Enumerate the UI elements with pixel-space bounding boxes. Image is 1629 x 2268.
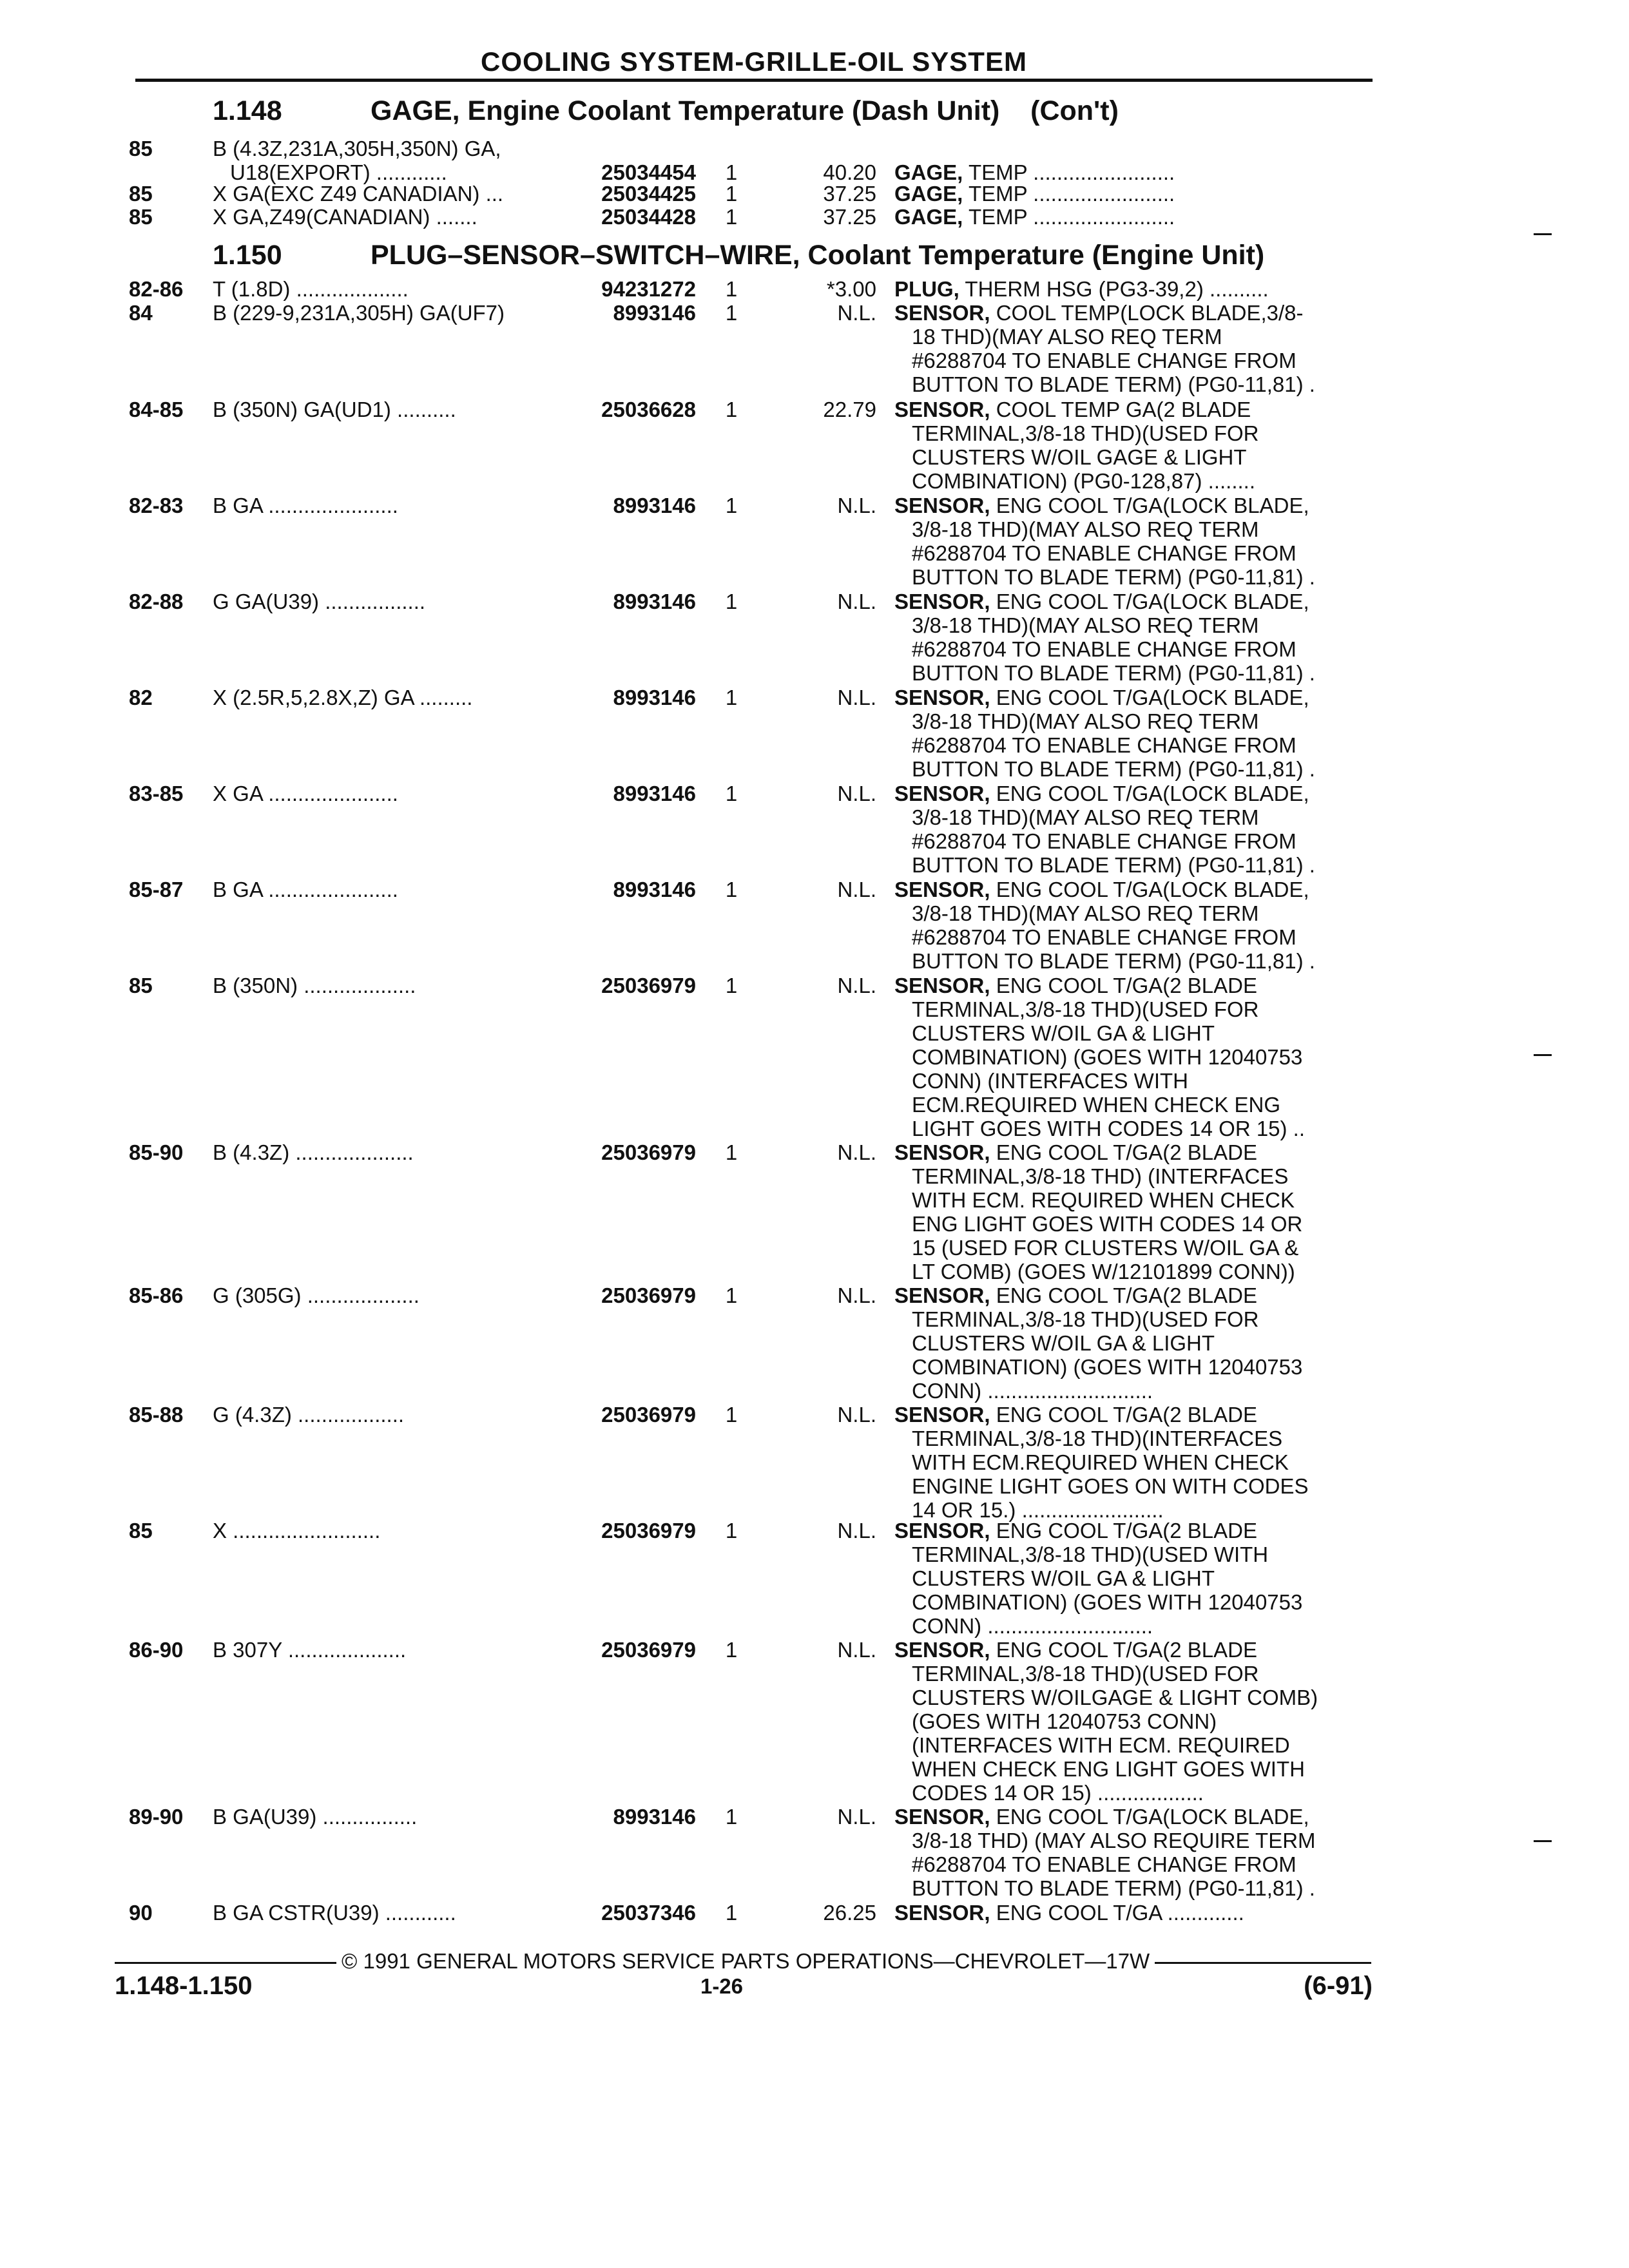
part-name-text: COOL TEMP GA(2 BLADE xyxy=(996,398,1251,421)
part-number: 25036979 xyxy=(601,974,696,997)
part-name-line: BUTTON TO BLADE TERM) (PG0-11,81) . xyxy=(912,372,1315,396)
part-name-line: LT COMB) (GOES W/12101899 CONN)) xyxy=(912,1260,1295,1283)
part-name-line: ENGINE LIGHT GOES ON WITH CODES xyxy=(912,1474,1309,1498)
quantity: 1 xyxy=(725,1519,738,1542)
model-year: 85-90 xyxy=(129,1140,184,1164)
part-number: 25036979 xyxy=(601,1638,696,1662)
part-number: 25034454 xyxy=(601,160,696,184)
part-name-line: #6288704 TO ENABLE CHANGE FROM xyxy=(912,733,1296,757)
part-number: 25036979 xyxy=(601,1140,696,1164)
usage-description-line: B GA(U39) ................ xyxy=(213,1805,418,1829)
usage-description-line: B GA CSTR(U39) ............ xyxy=(213,1901,456,1925)
part-name-line: WHEN CHECK ENG LIGHT GOES WITH xyxy=(912,1757,1305,1781)
quantity: 1 xyxy=(725,494,738,517)
part-name-line: TERMINAL,3/8-18 THD)(INTERFACES xyxy=(912,1427,1283,1450)
part-name xyxy=(894,1140,1378,1283)
part-name-line: 3/8-18 THD)(MAY ALSO REQ TERM xyxy=(912,709,1259,733)
part-name-first-line xyxy=(894,494,1378,517)
part-name-keyword: SENSOR, xyxy=(894,1901,990,1925)
part-name-first-line xyxy=(894,1638,1378,1662)
usage-description xyxy=(213,494,561,517)
part-name-first-line xyxy=(894,1403,1378,1427)
price: N.L. xyxy=(837,1283,876,1307)
usage-description-line: B (350N) GA(UD1) .......... xyxy=(213,398,456,421)
part-name xyxy=(894,878,1378,973)
part-name-line: TERMINAL,3/8-18 THD) (INTERFACES xyxy=(912,1164,1289,1188)
part-name-line: TERMINAL,3/8-18 THD)(USED FOR xyxy=(912,1662,1259,1686)
price: N.L. xyxy=(837,686,876,709)
price: N.L. xyxy=(837,301,876,325)
part-name xyxy=(894,1519,1378,1638)
part-name-line: (GOES WITH 12040753 CONN) xyxy=(912,1709,1217,1733)
part-number: 8993146 xyxy=(613,686,696,709)
part-name-text: ENG COOL T/GA(LOCK BLADE, xyxy=(996,878,1309,901)
usage-description xyxy=(213,1638,561,1662)
usage-description xyxy=(213,686,561,709)
quantity: 1 xyxy=(725,974,738,997)
usage-description xyxy=(213,137,561,184)
part-name xyxy=(894,782,1378,877)
usage-description-line: B GA ...................... xyxy=(213,878,398,901)
model-year: 86-90 xyxy=(129,1638,184,1662)
price: 37.25 xyxy=(823,182,876,206)
part-name-keyword: SENSOR, xyxy=(894,686,990,709)
model-year: 89-90 xyxy=(129,1805,184,1829)
part-name-line: TERMINAL,3/8-18 THD)(USED FOR xyxy=(912,1307,1259,1331)
part-name-line: BUTTON TO BLADE TERM) (PG0-11,81) . xyxy=(912,565,1315,589)
model-year: 84 xyxy=(129,301,153,325)
part-name-first-line xyxy=(894,205,1378,229)
part-name-keyword: SENSOR, xyxy=(894,301,990,325)
part-name-first-line xyxy=(894,1519,1378,1542)
price: N.L. xyxy=(837,1519,876,1542)
part-name-keyword: SENSOR, xyxy=(894,590,990,613)
quantity: 1 xyxy=(725,301,738,325)
part-name-keyword: GAGE, xyxy=(894,160,963,184)
part-name xyxy=(894,494,1378,589)
model-year: 82-86 xyxy=(129,277,184,301)
part-name-line: WITH ECM.REQUIRED WHEN CHECK xyxy=(912,1450,1289,1474)
quantity: 1 xyxy=(725,1140,738,1164)
usage-description-line: X GA(EXC Z49 CANADIAN) ... xyxy=(213,182,504,206)
footer-section-range: 1.148-1.150 xyxy=(115,1972,253,2000)
part-number: 8993146 xyxy=(613,301,696,325)
price: *3.00 xyxy=(826,277,876,301)
model-year: 82-83 xyxy=(129,494,184,517)
quantity: 1 xyxy=(725,1403,738,1427)
footer-rule-left xyxy=(115,1962,336,1964)
part-number: 8993146 xyxy=(613,1805,696,1829)
quantity: 1 xyxy=(725,590,738,613)
part-name xyxy=(894,590,1378,685)
part-name-line: 3/8-18 THD)(MAY ALSO REQ TERM xyxy=(912,517,1259,541)
part-name-keyword: SENSOR, xyxy=(894,1519,990,1542)
part-name-text: TEMP ........................ xyxy=(968,205,1175,229)
part-name-line: CONN) ............................ xyxy=(912,1614,1153,1638)
part-name-line: 3/8-18 THD)(MAY ALSO REQ TERM xyxy=(912,613,1259,637)
usage-description xyxy=(213,398,561,421)
quantity: 1 xyxy=(725,1283,738,1307)
usage-description xyxy=(213,878,561,901)
part-name-first-line xyxy=(894,1283,1378,1307)
usage-description xyxy=(213,277,561,301)
part-name-text: ENG COOL T/GA(2 BLADE xyxy=(996,1638,1257,1662)
part-name-first-line xyxy=(894,974,1378,997)
quantity: 1 xyxy=(725,398,738,421)
part-name-line: CODES 14 OR 15) .................. xyxy=(912,1781,1204,1805)
model-year: 85 xyxy=(129,137,153,160)
part-name-keyword: SENSOR, xyxy=(894,398,990,421)
quantity: 1 xyxy=(725,1901,738,1925)
part-name-keyword: SENSOR, xyxy=(894,1403,990,1427)
usage-description xyxy=(213,590,561,613)
model-year: 85 xyxy=(129,182,153,206)
part-name-line: CLUSTERS W/OIL GA & LIGHT xyxy=(912,1566,1215,1590)
part-name xyxy=(894,1403,1378,1522)
part-name-line: 14 OR 15.) ........................ xyxy=(912,1498,1164,1522)
usage-description-line: X (2.5R,5,2.8X,Z) GA ......... xyxy=(213,686,473,709)
part-name xyxy=(894,182,1378,206)
usage-description xyxy=(213,1140,561,1164)
price: N.L. xyxy=(837,494,876,517)
part-name-line: CLUSTERS W/OIL GAGE & LIGHT xyxy=(912,445,1247,469)
part-number: 8993146 xyxy=(613,590,696,613)
usage-description xyxy=(213,1403,561,1427)
usage-description xyxy=(213,205,561,229)
footer-copyright: © 1991 GENERAL MOTORS SERVICE PARTS OPERATIONS—CHEVROLET—17W xyxy=(342,1949,1150,1973)
part-name xyxy=(894,1283,1378,1403)
part-name-first-line xyxy=(894,686,1378,709)
part-number: 8993146 xyxy=(613,878,696,901)
part-name xyxy=(894,1901,1378,1925)
part-name-keyword: SENSOR, xyxy=(894,1805,990,1829)
part-name xyxy=(894,686,1378,781)
model-year: 85-88 xyxy=(129,1403,184,1427)
quantity: 1 xyxy=(725,878,738,901)
part-name-text: TEMP ........................ xyxy=(968,182,1175,206)
part-name-first-line xyxy=(894,277,1378,301)
part-name-line: ENG LIGHT GOES WITH CODES 14 OR xyxy=(912,1212,1303,1236)
part-name-first-line xyxy=(894,1140,1378,1164)
usage-description-line: B (229-9,231A,305H) GA(UF7) xyxy=(213,301,505,325)
usage-description xyxy=(213,1901,561,1925)
margin-tick xyxy=(1534,1054,1552,1056)
part-name-line: ECM.REQUIRED WHEN CHECK ENG xyxy=(912,1093,1281,1117)
model-year: 85-86 xyxy=(129,1283,184,1307)
part-name-keyword: SENSOR, xyxy=(894,1638,990,1662)
part-name-text: ENG COOL T/GA(LOCK BLADE, xyxy=(996,686,1309,709)
part-name-first-line xyxy=(894,1901,1378,1925)
page-title: COOLING SYSTEM-GRILLE-OIL SYSTEM xyxy=(481,46,1027,77)
part-name-line: TERMINAL,3/8-18 THD)(USED FOR xyxy=(912,997,1259,1021)
usage-description-line: X ......................... xyxy=(213,1519,381,1542)
part-number: 25034425 xyxy=(601,182,696,206)
part-name-keyword: PLUG, xyxy=(894,277,959,301)
usage-description-line: G GA(U39) ................. xyxy=(213,590,426,613)
part-name-text: ENG COOL T/GA(2 BLADE xyxy=(996,1140,1257,1164)
part-name-text: ENG COOL T/GA(2 BLADE xyxy=(996,1283,1257,1307)
part-name-text: ENG COOL T/GA(2 BLADE xyxy=(996,974,1257,997)
part-name-keyword: SENSOR, xyxy=(894,878,990,901)
section-title: PLUG–SENSOR–SWITCH–WIRE, Coolant Temperature (Engine Unit) xyxy=(371,240,1265,271)
price: 22.79 xyxy=(823,398,876,421)
part-number: 25034428 xyxy=(601,205,696,229)
part-name-line: #6288704 TO ENABLE CHANGE FROM xyxy=(912,349,1296,372)
part-number: 25036979 xyxy=(601,1403,696,1427)
model-year: 85 xyxy=(129,205,153,229)
part-name-line: COMBINATION) (GOES WITH 12040753 xyxy=(912,1355,1303,1379)
part-name-text: ENG COOL T/GA(LOCK BLADE, xyxy=(996,1805,1309,1829)
part-name xyxy=(894,398,1378,493)
part-name-text: ENG COOL T/GA(LOCK BLADE, xyxy=(996,590,1309,613)
part-name-text: TEMP ........................ xyxy=(968,160,1175,184)
part-name-line: 3/8-18 THD)(MAY ALSO REQ TERM xyxy=(912,805,1259,829)
model-year: 83-85 xyxy=(129,782,184,805)
price: N.L. xyxy=(837,1638,876,1662)
part-name-line: COMBINATION) (GOES WITH 12040753 xyxy=(912,1590,1303,1614)
part-name-line: COMBINATION) (PG0-128,87) ........ xyxy=(912,469,1255,493)
part-name-first-line xyxy=(894,590,1378,613)
part-name xyxy=(894,1638,1378,1805)
part-number: 25036628 xyxy=(601,398,696,421)
price: N.L. xyxy=(837,590,876,613)
part-name-line: BUTTON TO BLADE TERM) (PG0-11,81) . xyxy=(912,853,1315,877)
part-name xyxy=(894,160,1378,184)
model-year: 85 xyxy=(129,974,153,997)
usage-description-line: G (305G) ................... xyxy=(213,1283,419,1307)
price: N.L. xyxy=(837,1403,876,1427)
part-name xyxy=(894,277,1378,301)
part-name-line: TERMINAL,3/8-18 THD)(USED FOR xyxy=(912,421,1259,445)
part-name xyxy=(894,974,1378,1140)
section-number: 1.148 xyxy=(213,95,282,126)
price: 37.25 xyxy=(823,205,876,229)
part-name-line: 3/8-18 THD)(MAY ALSO REQ TERM xyxy=(912,901,1259,925)
part-name-line: BUTTON TO BLADE TERM) (PG0-11,81) . xyxy=(912,757,1315,781)
section-title: GAGE, Engine Coolant Temperature (Dash Unit) (Con't) xyxy=(371,95,1119,126)
footer-page-number: 1-26 xyxy=(700,1974,744,1998)
part-name-line: 3/8-18 THD) (MAY ALSO REQUIRE TERM xyxy=(912,1829,1316,1852)
usage-description xyxy=(213,1519,561,1542)
part-name-first-line xyxy=(894,398,1378,421)
part-name-first-line xyxy=(894,878,1378,901)
usage-description xyxy=(213,182,561,206)
price: N.L. xyxy=(837,974,876,997)
part-name-keyword: SENSOR, xyxy=(894,782,990,805)
price: 26.25 xyxy=(823,1901,876,1925)
usage-description xyxy=(213,974,561,997)
usage-description-line: B (4.3Z,231A,305H,350N) GA, xyxy=(213,137,501,160)
part-name-line: #6288704 TO ENABLE CHANGE FROM xyxy=(912,829,1296,853)
usage-description-line: T (1.8D) ................... xyxy=(213,277,409,301)
quantity: 1 xyxy=(725,686,738,709)
usage-description xyxy=(213,301,561,325)
part-name-line: CLUSTERS W/OIL GA & LIGHT xyxy=(912,1331,1215,1355)
margin-tick xyxy=(1534,233,1552,235)
part-name-text: ENG COOL T/GA(LOCK BLADE, xyxy=(996,494,1309,517)
usage-description-line: B GA ...................... xyxy=(213,494,398,517)
part-name-text: ENG COOL T/GA ............. xyxy=(996,1901,1244,1925)
quantity: 1 xyxy=(725,1638,738,1662)
price: 40.20 xyxy=(823,160,876,184)
usage-description-line: B 307Y .................... xyxy=(213,1638,407,1662)
part-name-keyword: SENSOR, xyxy=(894,1283,990,1307)
part-name-first-line xyxy=(894,182,1378,206)
part-name-line: 18 THD)(MAY ALSO REQ TERM xyxy=(912,325,1222,349)
part-name-line: BUTTON TO BLADE TERM) (PG0-11,81) . xyxy=(912,661,1315,685)
part-number: 25036979 xyxy=(601,1519,696,1542)
part-name-first-line xyxy=(894,160,1378,184)
part-name-line: CLUSTERS W/OILGAGE & LIGHT COMB) xyxy=(912,1686,1318,1709)
model-year: 85 xyxy=(129,1519,153,1542)
part-name xyxy=(894,1805,1378,1900)
part-name-line: #6288704 TO ENABLE CHANGE FROM xyxy=(912,925,1296,949)
model-year: 90 xyxy=(129,1901,153,1925)
part-name-line: BUTTON TO BLADE TERM) (PG0-11,81) . xyxy=(912,949,1315,973)
part-name-line: 15 (USED FOR CLUSTERS W/OIL GA & xyxy=(912,1236,1299,1260)
usage-description-line: U18(EXPORT) ............ xyxy=(230,160,447,184)
usage-description-line: X GA,Z49(CANADIAN) ....... xyxy=(213,205,477,229)
price: N.L. xyxy=(837,1140,876,1164)
part-name-keyword: SENSOR, xyxy=(894,974,990,997)
footer-date-code: (6-91) xyxy=(1304,1972,1373,2000)
part-name-keyword: SENSOR, xyxy=(894,1140,990,1164)
part-name xyxy=(894,205,1378,229)
part-name-line: #6288704 TO ENABLE CHANGE FROM xyxy=(912,1852,1296,1876)
part-name-text: THERM HSG (PG3-39,2) .......... xyxy=(965,277,1269,301)
section-number: 1.150 xyxy=(213,240,282,271)
part-name-text: COOL TEMP(LOCK BLADE,3/8- xyxy=(996,301,1304,325)
part-name-line: CLUSTERS W/OIL GA & LIGHT xyxy=(912,1021,1215,1045)
price: N.L. xyxy=(837,782,876,805)
usage-description-line: B (350N) ................... xyxy=(213,974,416,997)
price: N.L. xyxy=(837,1805,876,1829)
part-name-keyword: GAGE, xyxy=(894,182,963,206)
part-name xyxy=(894,301,1378,396)
part-name-keyword: SENSOR, xyxy=(894,494,990,517)
header-rule xyxy=(135,79,1373,82)
part-number: 25036979 xyxy=(601,1283,696,1307)
model-year: 82-88 xyxy=(129,590,184,613)
part-number: 94231272 xyxy=(601,277,696,301)
part-name-line: BUTTON TO BLADE TERM) (PG0-11,81) . xyxy=(912,1876,1315,1900)
usage-description-line: X GA ...................... xyxy=(213,782,398,805)
usage-description-line: B (4.3Z) .................... xyxy=(213,1140,414,1164)
part-name-line: CONN) (INTERFACES WITH xyxy=(912,1069,1188,1093)
part-number: 8993146 xyxy=(613,494,696,517)
usage-description xyxy=(213,1805,561,1829)
part-name-line: #6288704 TO ENABLE CHANGE FROM xyxy=(912,637,1296,661)
part-name-text: ENG COOL T/GA(2 BLADE xyxy=(996,1519,1257,1542)
part-name-text: ENG COOL T/GA(LOCK BLADE, xyxy=(996,782,1309,805)
usage-description xyxy=(213,1283,561,1307)
part-name-line: TERMINAL,3/8-18 THD)(USED WITH xyxy=(912,1542,1269,1566)
model-year: 82 xyxy=(129,686,153,709)
model-year: 84-85 xyxy=(129,398,184,421)
part-name-line: (INTERFACES WITH ECM. REQUIRED xyxy=(912,1733,1290,1757)
part-name-line: CONN) ............................ xyxy=(912,1379,1153,1403)
model-year: 85-87 xyxy=(129,878,184,901)
part-name-first-line xyxy=(894,1805,1378,1829)
quantity: 1 xyxy=(725,205,738,229)
part-number: 25037346 xyxy=(601,1901,696,1925)
part-name-first-line xyxy=(894,782,1378,805)
part-number: 8993146 xyxy=(613,782,696,805)
quantity: 1 xyxy=(725,182,738,206)
quantity: 1 xyxy=(725,160,738,184)
quantity: 1 xyxy=(725,277,738,301)
usage-description xyxy=(213,782,561,805)
part-name-first-line xyxy=(894,301,1378,325)
part-name-line: #6288704 TO ENABLE CHANGE FROM xyxy=(912,541,1296,565)
part-name-line: WITH ECM. REQUIRED WHEN CHECK xyxy=(912,1188,1295,1212)
footer-rule-right xyxy=(1155,1962,1371,1964)
usage-description-line: G (4.3Z) .................. xyxy=(213,1403,405,1427)
margin-tick xyxy=(1534,1840,1552,1842)
quantity: 1 xyxy=(725,1805,738,1829)
part-name-keyword: GAGE, xyxy=(894,205,963,229)
quantity: 1 xyxy=(725,782,738,805)
part-name-line: COMBINATION) (GOES WITH 12040753 xyxy=(912,1045,1303,1069)
part-name-line: LIGHT GOES WITH CODES 14 OR 15) .. xyxy=(912,1117,1306,1140)
price: N.L. xyxy=(837,878,876,901)
part-name-text: ENG COOL T/GA(2 BLADE xyxy=(996,1403,1257,1427)
